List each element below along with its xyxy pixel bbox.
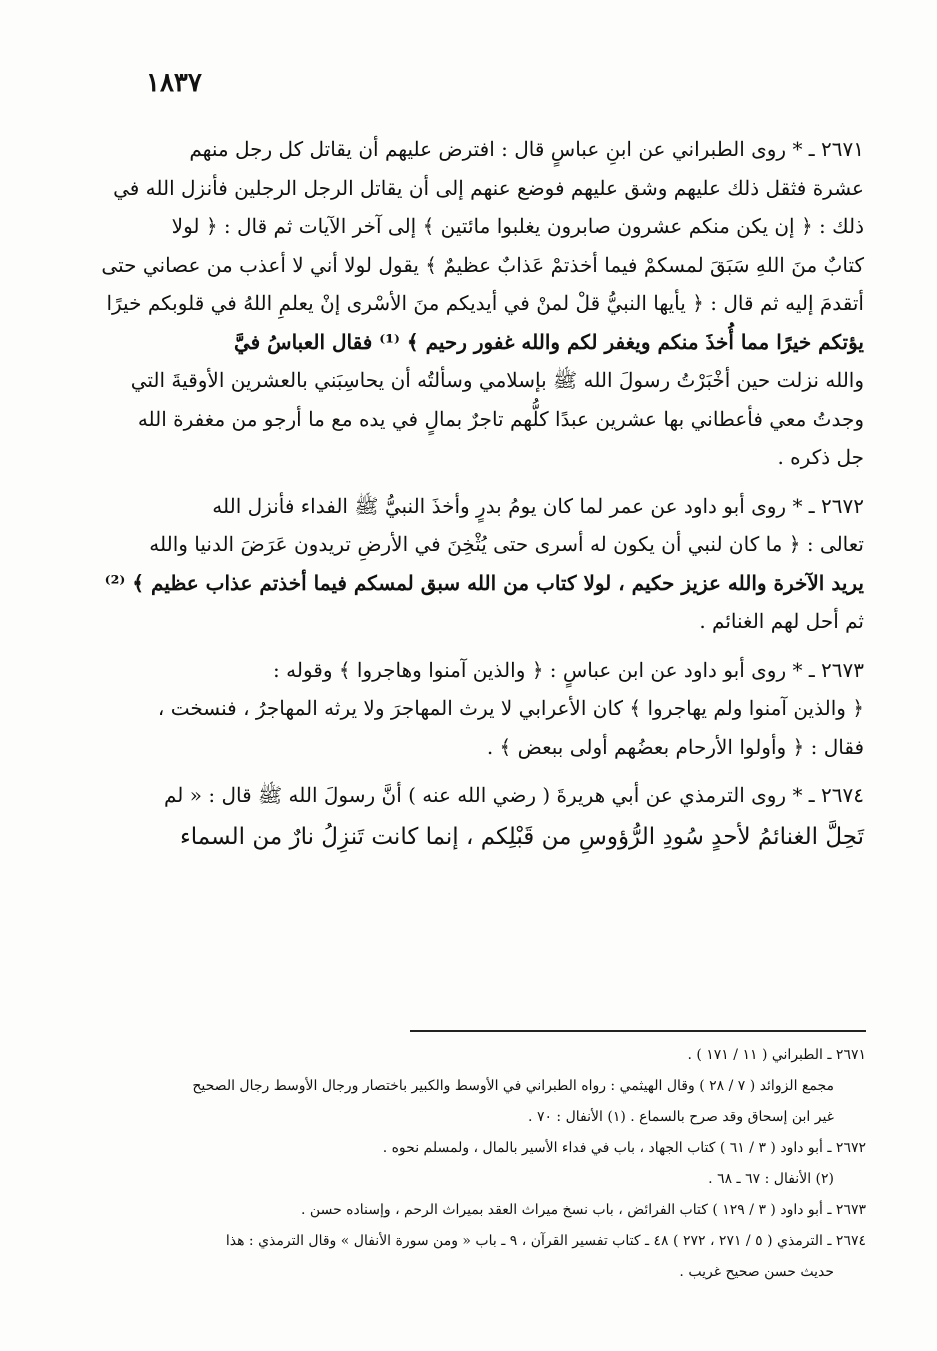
text-line: عشرة فثقل ذلك عليهم وشق عليهم فوضع عنهم إلى أن يقاتل الرجل الرجلين فأنزل الله في xyxy=(113,175,864,200)
text-line: ثم أحل لهم الغنائم . xyxy=(699,609,864,633)
text-line: كتابٌ منَ اللهِ سَبَقَ لمسكمْ فيما أخذتمْ عَذابٌ عظيمٌ ﴾ يقول لولا أني لا أعذب من عصاني حتى xyxy=(101,252,864,277)
page-number: ١٨٣٧ xyxy=(146,68,202,98)
footnote-divider xyxy=(410,1030,866,1032)
text-line: ٢٦٧٣ ـ * روى أبو داود عن ابن عباسٍ : ﴿ والذين آمنوا وهاجروا ﴾ وقوله : xyxy=(273,657,864,682)
text-line: يريد الآخرة والله عزيز حكيم ، لولا كتاب من الله سبق لمسكم فيما أخذتم عذاب عظيم ﴾ ⁽²⁾ xyxy=(104,570,864,595)
text-line: ذلك : ﴿ إن يكن منكم عشرون صابرون يغلبوا مائتين ﴾ إلى آخر الآيات ثم قال : ﴿ لولا xyxy=(171,214,864,238)
text-line: ٢٦٧١ ـ * روى الطبراني عن ابنِ عباسٍ قال : افترض عليهم أن يقاتل كل رجل منهم xyxy=(189,137,864,161)
hadith-2673 xyxy=(138,651,864,767)
footnotes xyxy=(120,1040,866,1288)
footnote: ٢٦٧٤ ـ الترمذي ( ٥ / ٢٧١ ، ٢٧٢ ) ٤٨ ـ كتاب تفسير القرآن ، ٩ ـ باب « ومن سورة الأنفال » وقال الترمذي : هذا xyxy=(225,1233,866,1249)
hadith-2674 xyxy=(138,776,864,859)
main-text xyxy=(101,130,864,869)
footnote: مجمع الزوائد ( ٧ / ٢٨ ) وقال الهيثمي : رواه الطبراني في الأوسط والكبير باختصار ورجال الأوسط رجال الصحيح xyxy=(192,1078,834,1094)
hadith-2672 xyxy=(104,487,864,641)
footnote: حديث حسن صحيح غريب . xyxy=(679,1264,834,1280)
text-line: أتقدمَ إليه ثم قال : ﴿ يأيها النبيُّ قلْ لمنْ في أيديكم منَ الأسْرى إنْ يعلمِ اللهُ في قلوبكم خيرًا xyxy=(106,291,864,315)
text-line: فقال : ﴿ وأولوا الأرحام بعضُهم أولى ببعض ﴾ . xyxy=(486,734,864,759)
text-line: وجدتُ معي فأعطاني بها عشرين عبدًا كلُّهم تاجرٌ بمالٍ في يده مع ما أرجو من مغفرة الله xyxy=(137,406,864,431)
text-line: تَحِلَّ الغنائمُ لأحدٍ سُودِ الرُّؤوسِ من قَبْلِكم ، إنما كانت تَنزِلُ نارٌ من السماء xyxy=(179,823,864,850)
text-line: والله نزلت حين أخْبَرْتُ رسولَ الله ﷺ بإسلامي وسألتُه أن يحاسِبَني بالعشرين الأوقيةَ التي xyxy=(130,368,864,392)
footnote: (٢) الأنفال : ٦٧ ـ ٦٨ . xyxy=(708,1171,834,1187)
footnote: ٢٦٧٢ ـ أبو داود ( ٣ / ٦١ ) كتاب الجهاد ، باب في فداء الأسير بالمال ، ولمسلم نحوه . xyxy=(382,1140,866,1156)
text-line: جل ذكره . xyxy=(777,445,864,469)
text-line: ﴿ والذين آمنوا ولم يهاجروا ﴾ كان الأعرابي لا يرث المهاجرَ ولا يرثه المهاجرُ ، فنسخت ، xyxy=(157,696,864,720)
text-line: تعالى : ﴿ ما كان لنبي أن يكون له أسرى حتى يُثْخِنَ في الأرضِ تريدون عَرَضَ الدنيا والله xyxy=(149,532,864,556)
hadith-2671 xyxy=(101,130,864,477)
footnote: ٢٦٧١ ـ الطبراني ( ١١ / ١٧١ ) . xyxy=(687,1047,866,1063)
text-line: ٢٦٧٤ ـ * روى الترمذي عن أبي هريرةَ ( رضي الله عنه ) أنَّ رسولَ الله ﷺ قال : « لم xyxy=(164,783,864,807)
text-line: ٢٦٧٢ ـ * روى أبو داود عن عمر لما كان يومُ بدرٍ وأخذَ النبيُّ ﷺ الفداء فأنزل الله xyxy=(212,493,864,518)
footnote: ٢٦٧٣ ـ أبو داود ( ٣ / ١٢٩ ) كتاب الفرائض ، باب نسخ ميراث العقد بميراث الرحم ، وإسناده حسن . xyxy=(301,1202,866,1218)
footnote: غير ابن إسحاق وقد صرح بالسماع . (١) الأنفال : ٧٠ . xyxy=(528,1109,834,1125)
text-line: يؤتكم خيرًا مما أُخذَ منكم ويغفر لكم والله غفور رحيم ﴾ ⁽¹⁾ فقال العباسُ فيَّ xyxy=(233,329,864,354)
